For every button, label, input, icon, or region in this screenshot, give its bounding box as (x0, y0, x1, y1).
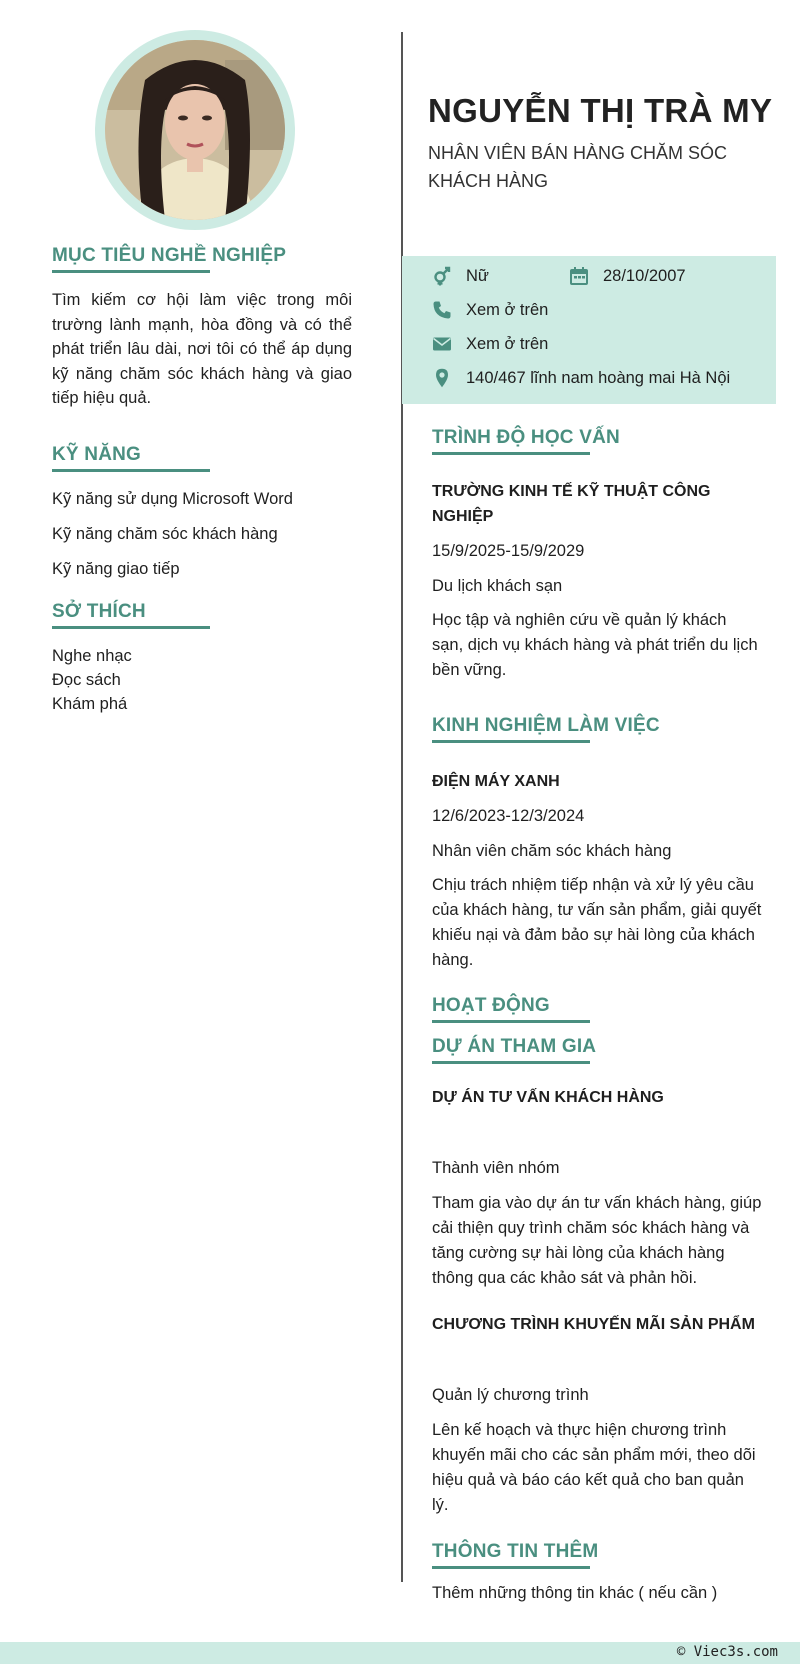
activities-section (432, 995, 762, 1023)
phone-icon (432, 300, 452, 320)
project-role: Thành viên nhóm (432, 1159, 560, 1177)
contact-box (402, 256, 776, 404)
phone-row (432, 300, 548, 320)
location-pin-icon (432, 368, 452, 388)
education-title: TRÌNH ĐỘ HỌC VẤN (432, 427, 620, 448)
hobby-item: Khám phá (52, 695, 128, 713)
education-section (432, 427, 762, 683)
birthday-row (569, 266, 686, 286)
email-row (432, 334, 548, 354)
objective-text: Tìm kiếm cơ hội làm việc trong môi trường lành mạnh, hòa đồng và có thể phát triển lâu dài, nơi tôi có thể áp dụng kỹ năng chăm sóc khách hàng và giao tiếp hiệu quả. (52, 291, 352, 407)
education-description: Học tập và nghiên cứu về quản lý khách sạn, dịch vụ khách hàng và phát triển du lịch bền vững. (432, 611, 758, 679)
hobbies-underline (52, 626, 210, 629)
additional-section (432, 1541, 762, 1606)
hobbies-section (52, 601, 352, 716)
phone-value: Xem ở trên (466, 300, 549, 319)
school-name: TRƯỜNG KINH TẾ KỸ THUẬT CÔNG NGHIỆP (432, 483, 711, 525)
skills-underline (52, 469, 210, 472)
project-name: CHƯƠNG TRÌNH KHUYẾN MÃI SẢN PHẨM (432, 1316, 755, 1333)
gender-row (432, 266, 489, 286)
projects-title: DỰ ÁN THAM GIA (432, 1036, 597, 1057)
objective-section (52, 245, 352, 411)
avatar-photo (105, 40, 285, 220)
gender-icon (432, 266, 452, 286)
objective-underline (52, 270, 210, 273)
objective-title: MỤC TIÊU NGHỀ NGHIỆP (52, 245, 287, 266)
company-name: ĐIỆN MÁY XANH (432, 773, 560, 790)
projects-underline (432, 1061, 590, 1064)
project-role: Quản lý chương trình (432, 1386, 589, 1404)
experience-position: Nhân viên chăm sóc khách hàng (432, 842, 672, 860)
experience-description: Chịu trách nhiệm tiếp nhận và xử lý yêu cầu của khách hàng, tư vấn sản phẩm, giải quyết khiếu nại và đảm bảo sự hài lòng của khách hàng. (432, 876, 762, 969)
hobby-item: Nghe nhạc (52, 647, 132, 665)
job-title: NHÂN VIÊN BÁN HÀNG CHĂM SÓC KHÁCH HÀNG (428, 143, 728, 191)
skill-item: Kỹ năng giao tiếp (52, 560, 180, 578)
education-underline (432, 452, 590, 455)
skill-item: Kỹ năng sử dụng Microsoft Word (52, 490, 293, 508)
experience-section (432, 715, 762, 973)
envelope-icon (432, 334, 452, 354)
address-row (432, 368, 730, 388)
hobby-item: Đọc sách (52, 671, 121, 689)
experience-title: KINH NGHIỆM LÀM VIỆC (432, 715, 660, 736)
address-value: 140/467 lĩnh nam hoàng mai Hà Nội (466, 368, 731, 387)
additional-text: Thêm những thông tin khác ( nếu cần ) (432, 1584, 718, 1602)
education-period: 15/9/2025-15/9/2029 (432, 542, 585, 560)
experience-period: 12/6/2023-12/3/2024 (432, 807, 585, 825)
project-name: DỰ ÁN TƯ VẤN KHÁCH HÀNG (432, 1089, 664, 1106)
footer-bar (0, 1642, 800, 1664)
hobbies-title: SỞ THÍCH (52, 601, 146, 622)
experience-underline (432, 740, 590, 743)
education-major: Du lịch khách sạn (432, 577, 563, 595)
watermark-text: © Viec3s.com (676, 1644, 778, 1660)
skill-item: Kỹ năng chăm sóc khách hàng (52, 525, 278, 543)
email-value: Xem ở trên (466, 334, 549, 353)
avatar-frame (95, 30, 295, 230)
projects-section (432, 1036, 762, 1518)
project-description: Tham gia vào dự án tư vấn khách hàng, giúp cải thiện quy trình chăm sóc khách hàng và tăng cường sự hài lòng của khách hàng thông qua các khảo sát và phản hồi. (432, 1194, 762, 1287)
additional-underline (432, 1566, 590, 1569)
calendar-icon (569, 266, 589, 286)
candidate-name: NGUYỄN THỊ TRÀ MY (428, 92, 773, 129)
skills-title: KỸ NĂNG (52, 444, 142, 465)
additional-title: THÔNG TIN THÊM (432, 1541, 599, 1562)
birthday-value: 28/10/2007 (603, 266, 686, 285)
skills-section (52, 444, 352, 581)
activities-underline (432, 1020, 590, 1023)
project-description: Lên kế hoạch và thực hiện chương trình khuyến mãi cho các sản phẩm mới, theo dõi hiệu quả và báo cáo kết quả cho ban quản lý. (432, 1421, 756, 1514)
avatar (105, 40, 285, 220)
activities-title: HOẠT ĐỘNG (432, 995, 550, 1016)
gender-value: Nữ (466, 266, 489, 285)
